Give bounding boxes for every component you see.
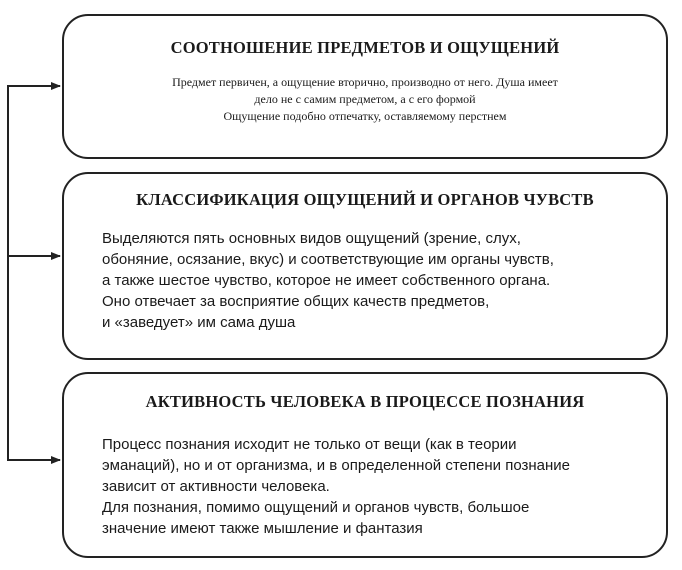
box-body-line: Оно отвечает за восприятие общих качеств предметов, [102,293,490,310]
box-subjects-and-sensations [62,14,668,159]
box-body-line: значение имеют также мышление и фантазия [102,520,423,537]
box-title: СООТНОШЕНИЕ ПРЕДМЕТОВ И ОЩУЩЕНИЙ [170,38,560,57]
box-body-line: зависит от активности человека. [102,478,330,495]
box-classification-of-senses [62,172,668,360]
box-body [102,228,666,333]
box-body-line: Ощущение подобно отпечатку, оставляемому перстнем [223,109,507,123]
box-body-line: дело не с самим предметом, а с его формой [254,92,476,106]
box-body [102,434,666,539]
box-body-line: эманаций), но и от организма, и в определенной степени познание [102,457,570,474]
box-body-line: обоняние, осязание, вкус) и соответствующие им органы чувств, [102,251,554,268]
box-body-line: и «заведует» им сама душа [102,314,296,331]
box-body-line: Процесс познания исходит не только от вещи (как в теории [102,436,517,453]
box-body-line: Выделяются пять основных видов ощущений (зрение, слух, [102,230,521,247]
box-human-activity-in-cognition [62,372,668,558]
box-body [64,74,666,125]
box-body-line: а также шестое чувство, которое не имеет собственного органа. [102,272,551,289]
box-title: АКТИВНОСТЬ ЧЕЛОВЕКА В ПРОЦЕССЕ ПОЗНАНИЯ [145,392,585,411]
box-body-line: Для познания, помимо ощущений и органов чувств, большое [102,499,530,516]
box-body-line: Предмет первичен, а ощущение вторично, производно от него. Душа имеет [172,75,558,89]
box-title: КЛАССИФИКАЦИЯ ОЩУЩЕНИЙ И ОРГАНОВ ЧУВСТВ [136,190,594,209]
